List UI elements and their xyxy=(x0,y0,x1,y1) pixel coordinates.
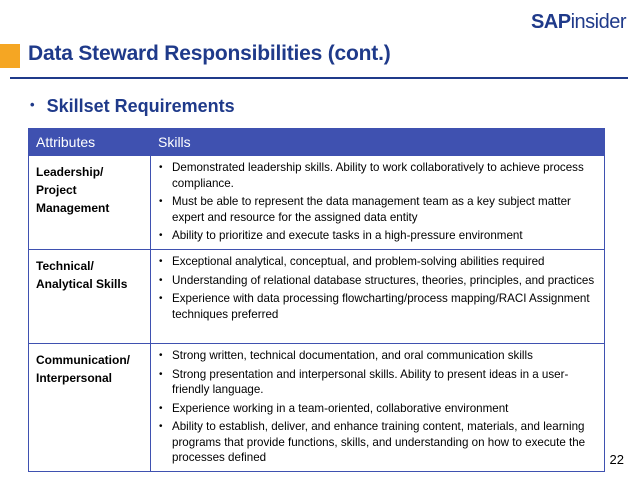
skill-item: • Ability to prioritize and execute tasks in a high-pressure environment xyxy=(157,228,598,244)
skill-item: • Strong written, technical documentation, and oral communication skills xyxy=(157,348,598,364)
skills-table xyxy=(28,128,605,472)
attribute-cell: Technical/ Analytical Skills xyxy=(29,250,151,344)
page-number: 22 xyxy=(609,452,624,467)
slide-title: Data Steward Responsibilities (cont.) xyxy=(28,42,391,65)
header-attributes: Attributes xyxy=(29,129,151,156)
subtitle-text: Skillset Requirements xyxy=(46,96,235,116)
logo-suffix: insider xyxy=(570,11,626,33)
title-accent-bar xyxy=(0,44,20,68)
skills-cell xyxy=(151,344,605,472)
table-row xyxy=(29,344,605,472)
bullet-icon: • xyxy=(30,97,35,112)
skill-item: • Ability to establish, deliver, and enhance training content, materials, and learning programs that provide functions, skills, and understanding on how to execute the processes defined xyxy=(157,419,598,466)
sapinsider-logo xyxy=(531,11,626,34)
table-header-row xyxy=(29,129,605,156)
attribute-cell: Leadership/ Project Management xyxy=(29,156,151,250)
skill-item: • Exceptional analytical, conceptual, and problem-solving abilities required xyxy=(157,254,598,270)
skills-cell xyxy=(151,156,605,250)
logo-prefix: SAP xyxy=(530,11,571,33)
skills-cell xyxy=(151,250,605,344)
skill-item: • Strong presentation and interpersonal skills. Ability to present ideas in a user-friendly language. xyxy=(157,367,598,398)
skill-item: • Understanding of relational database structures, theories, principles, and practices xyxy=(157,273,598,289)
skill-item: • Experience with data processing flowcharting/process mapping/RACI Assignment techniques preferred xyxy=(157,291,598,322)
title-divider xyxy=(10,77,628,79)
table-row xyxy=(29,250,605,344)
subtitle xyxy=(30,96,235,117)
header-skills: Skills xyxy=(151,129,605,156)
skill-item: • Experience working in a team-oriented, collaborative environment xyxy=(157,401,598,417)
attribute-cell: Communication/ Interpersonal xyxy=(29,344,151,472)
skill-item: • Demonstrated leadership skills. Ability to work collaboratively to achieve process compliance. xyxy=(157,160,598,191)
skill-item: • Must be able to represent the data management team as a key subject matter expert and resource for the assigned data entity xyxy=(157,194,598,225)
table-row xyxy=(29,156,605,250)
